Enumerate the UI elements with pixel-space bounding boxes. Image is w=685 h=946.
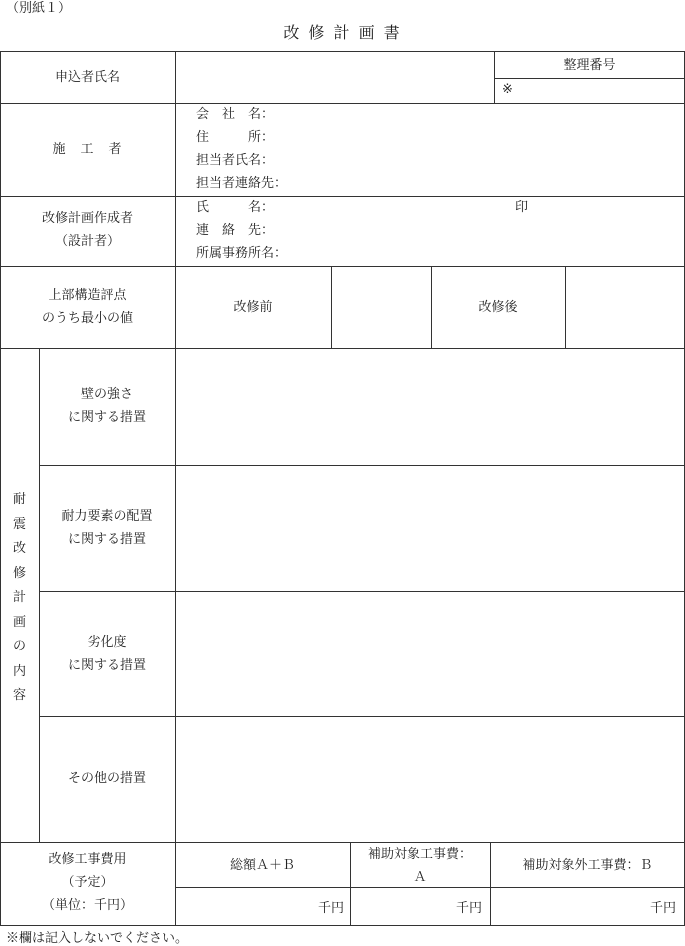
reference-number-mark: ※	[502, 82, 513, 97]
subsidized-cost-unit: 千円	[455, 901, 482, 916]
after-renovation-value[interactable]	[566, 267, 684, 348]
page-title: 改 修 計 画 書	[283, 23, 402, 42]
address-label: 住 所：	[196, 130, 275, 145]
company-name-label: 会 社 名：	[196, 107, 275, 122]
evaluation-label-line2: のうち最小の値	[41, 311, 133, 326]
footnote: ※欄は記入しないでください。	[6, 931, 189, 946]
applicant-name-field[interactable]	[176, 52, 494, 103]
grid-line	[494, 78, 685, 79]
designer-label-line2: （設計者）	[54, 234, 120, 249]
grid-line	[0, 842, 685, 843]
designer-office-label: 所属事務所名：	[196, 246, 288, 261]
designer-fields	[196, 196, 287, 265]
applicant-name-label: 申込者氏名	[54, 70, 120, 85]
cost-label: 改修工事費用 （予定） （単位：千円）	[41, 852, 133, 913]
before-renovation-value[interactable]	[332, 267, 431, 348]
other-measures-label: その他の措置	[67, 771, 146, 786]
wall-strength-field[interactable]	[176, 349, 684, 465]
total-cost-label: 総額Ａ＋Ｂ	[229, 858, 295, 873]
deterioration-label: 劣化度 に関する措置	[67, 635, 146, 673]
after-renovation-label: 改修後	[478, 300, 518, 315]
evaluation-label	[0, 284, 175, 330]
total-cost-unit: 千円	[317, 901, 344, 916]
grid-line	[0, 925, 685, 926]
wall-strength-label: 壁の強さ に関する措置	[67, 387, 146, 425]
contractor-fields	[196, 103, 287, 195]
designer-label	[0, 207, 175, 253]
contractor-label: 施 工 者	[52, 142, 123, 157]
designer-name-label: 氏 名：	[196, 200, 275, 215]
deterioration-field[interactable]	[176, 592, 684, 716]
attachment-label: （別紙１）	[6, 1, 72, 16]
designer-label-line1: 改修計画作成者	[41, 211, 133, 226]
before-renovation-label: 改修前	[233, 300, 273, 315]
load-element-layout-label: 耐力要素の配置 に関する措置	[61, 509, 153, 547]
contact-info-label: 担当者連絡先：	[196, 176, 288, 191]
non-subsidized-cost-unit: 千円	[649, 901, 676, 916]
evaluation-label-line1: 上部構造評点	[48, 288, 127, 303]
non-subsidized-cost-label: 補助対象外工事費：Ｂ	[522, 858, 653, 873]
designer-contact-label: 連 絡 先：	[196, 223, 275, 238]
contact-person-label: 担当者氏名：	[196, 153, 275, 168]
load-element-layout-field[interactable]	[176, 466, 684, 591]
seal-mark: 印	[515, 200, 529, 215]
grid-line	[0, 196, 685, 197]
subsidized-cost-label: 補助対象工事費： Ａ	[367, 847, 472, 885]
reference-number-label: 整理番号	[563, 58, 616, 73]
other-measures-field[interactable]	[176, 717, 684, 842]
plan-side-label: 耐 震 改 修 計 画 の 内 容	[12, 492, 26, 703]
grid-line	[0, 103, 685, 104]
